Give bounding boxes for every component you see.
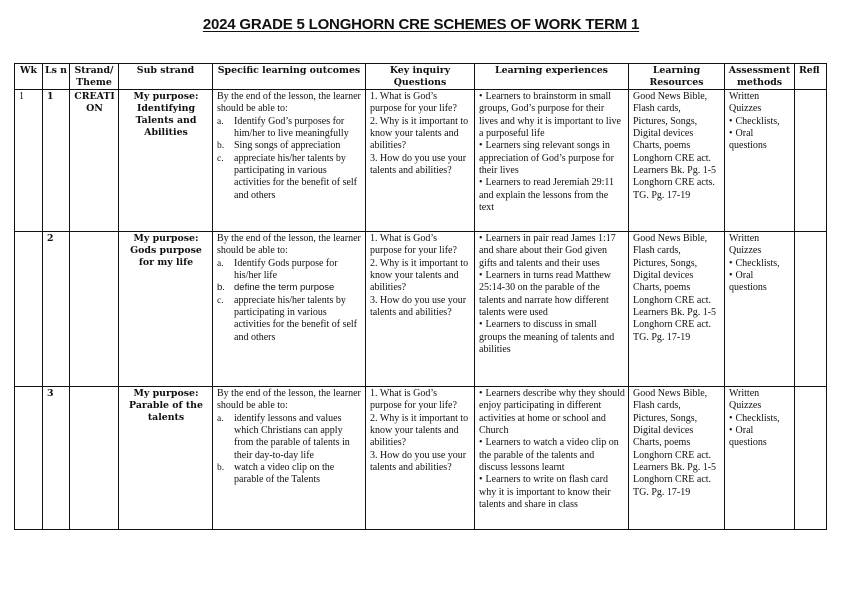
outcome-marker: b. [217, 462, 225, 473]
learning-experience: • Learners in turns read Matthew 25:14-30 on the parable of the talents and narrate how different talents were used [479, 270, 625, 319]
learning-resource: Good News Bible, [633, 388, 708, 400]
learning-resource: Good News Bible, [633, 233, 708, 245]
outcome-item [217, 152, 362, 202]
inquiry-question: 1. What is God’s purpose for your life? [370, 91, 457, 115]
learning-experience: • Learners to read Jeremiah 29:11 and explain the lessons from the text [479, 177, 625, 214]
assessment-intro: Written Quizzes [729, 388, 762, 412]
resources-cell [629, 387, 725, 530]
questions-list [370, 91, 471, 177]
learning-resource: Longhorn CRE acts. TG. Pg. 17-19 [633, 177, 715, 201]
resources-cell [629, 232, 725, 387]
header-questions: Key inquiry Questions [366, 64, 475, 90]
resources-list [633, 233, 721, 344]
assessment-intro: Written Quizzes [729, 91, 762, 115]
learning-resource: Flash cards, [633, 103, 681, 115]
outcome-text: define the term purpose [234, 282, 335, 294]
learning-experience: • Learners to watch a video clip on the parable of the talents and discuss lessons learnt [479, 437, 625, 474]
inquiry-question: 2. Why is it important to know your talents and abilities? [370, 412, 469, 449]
outcomes-list [217, 116, 362, 202]
learning-resource: Charts, poems [633, 437, 691, 449]
outcome-text: Identify Gods purpose for his/her life [234, 257, 338, 282]
resources-cell [629, 90, 725, 232]
outcome-item [217, 115, 362, 141]
assessment-list [729, 413, 791, 450]
lesson-cell: 1 [43, 90, 70, 232]
assessment-method: • Oral questions [729, 270, 791, 295]
header-reflection: Refl [795, 64, 827, 90]
experiences-cell [475, 90, 629, 232]
resources-list [633, 388, 721, 499]
inquiry-question: 1. What is God’s purpose for your life? [370, 388, 457, 412]
learning-resource: Longhorn CRE act. Learners Bk. Pg. 1-5 [633, 152, 717, 176]
learning-resource: Flash cards, [633, 400, 681, 412]
assessment-list [729, 116, 791, 153]
learning-experience: • Learners to brainstorm in small groups, God’s purpose for their lives and why it is important to live a purposeful life [479, 91, 625, 140]
header-strand: Strand/ Theme [70, 64, 119, 90]
outcomes-cell [213, 387, 366, 530]
learning-experience: • Learners to write on flash card why it is important to know their talents and share in class [479, 474, 625, 511]
table-header-row [15, 64, 827, 90]
outcomes-intro: By the end of the lesson, the learner should be able to: [217, 91, 361, 115]
week-cell [15, 387, 43, 530]
outcomes-intro: By the end of the lesson, the learner should be able to: [217, 388, 361, 412]
week-cell [15, 232, 43, 387]
outcome-text: identify lessons and values which Christians can apply from the parable of talents in their day-to-day life [234, 412, 350, 461]
assessment-method: • Checklists, [729, 258, 791, 270]
reflection-cell [795, 387, 827, 530]
strand-cell [70, 387, 119, 530]
lesson-cell: 2 [43, 232, 70, 387]
assessment-cell [725, 90, 795, 232]
learning-resource: Longhorn CRE act. TG. Pg. 17-19 [633, 474, 712, 498]
strand-cell [70, 232, 119, 387]
outcome-text: appreciate his/her talents by participating in various activities for the benefit of self and others [234, 152, 358, 201]
header-assessment: Assessment methods [725, 64, 795, 90]
outcomes-list [217, 258, 362, 344]
outcome-marker: a. [217, 258, 224, 269]
outcomes-cell [213, 232, 366, 387]
learning-resource: Flash cards, [633, 245, 681, 257]
experiences-list [479, 233, 625, 356]
strand-cell: CREATI ON [70, 90, 119, 232]
outcomes-cell [213, 90, 366, 232]
inquiry-question: 3. How do you use your talents and abilities? [370, 449, 467, 473]
header-experiences: Learning experiences [475, 64, 629, 90]
learning-resource: Pictures, Songs, [633, 412, 698, 424]
assessment-method: • Checklists, [729, 413, 791, 425]
questions-cell [366, 90, 475, 232]
learning-resource: Good News Bible, [633, 91, 708, 103]
resources-list [633, 91, 721, 202]
sub-strand-cell: My purpose: Identifying Talents and Abilities [119, 90, 213, 232]
outcomes-intro: By the end of the lesson, the learner should be able to: [217, 233, 361, 257]
learning-resource: Digital devices [633, 270, 694, 282]
lesson-cell: 3 [43, 387, 70, 530]
assessment-intro: Written Quizzes [729, 233, 762, 257]
inquiry-question: 1. What is God’s purpose for your life? [370, 233, 457, 257]
experiences-list [479, 91, 625, 214]
questions-cell [366, 387, 475, 530]
outcome-item [217, 140, 362, 152]
questions-list [370, 388, 471, 474]
outcome-item [217, 412, 362, 462]
assessment-method: • Oral questions [729, 425, 791, 450]
header-sub-strand: Sub strand [119, 64, 213, 90]
inquiry-question: 3. How do you use your talents and abilities? [370, 294, 467, 318]
document-title [0, 16, 842, 33]
experiences-cell [475, 387, 629, 530]
outcome-marker: a. [217, 116, 224, 127]
outcome-item [217, 257, 362, 283]
learning-resource: Pictures, Songs, [633, 257, 698, 269]
reflection-cell [795, 90, 827, 232]
assessment-list [729, 258, 791, 295]
header-week: Wk [15, 64, 43, 90]
learning-resource: Pictures, Songs, [633, 115, 698, 127]
learning-experience: • Learners to discuss in small groups the meaning of talents and abilities [479, 319, 625, 356]
reflection-cell [795, 232, 827, 387]
outcome-marker: b. [217, 282, 225, 294]
learning-resource: Digital devices [633, 425, 694, 437]
sub-strand-cell: My purpose: Parable of the talents [119, 387, 213, 530]
outcome-item [217, 282, 362, 294]
outcome-text: Sing songs of appreciation [234, 140, 341, 152]
outcome-marker: c. [217, 295, 224, 306]
header-outcomes: Specific learning outcomes [213, 64, 366, 90]
outcome-text: appreciate his/her talents by participating in various activities for the benefit of self and others [234, 294, 358, 343]
schemes-of-work-table [14, 63, 827, 530]
learning-resource: Longhorn CRE act. Learners Bk. Pg. 1-5 [633, 294, 717, 318]
experiences-cell [475, 232, 629, 387]
header-lesson: Ls n [43, 64, 70, 90]
assessment-cell [725, 232, 795, 387]
outcome-text: watch a video clip on the parable of the Talents [234, 461, 335, 486]
learning-experience: • Learners describe why they should enjoy participating in different activities at home or school and Church [479, 388, 625, 437]
outcome-item [217, 461, 362, 487]
learning-resource: Charts, poems [633, 282, 691, 294]
outcome-item [217, 294, 362, 344]
inquiry-question: 2. Why is it important to know your talents and abilities? [370, 257, 469, 294]
learning-resource: Charts, poems [633, 140, 691, 152]
outcome-marker: a. [217, 413, 224, 424]
inquiry-question: 3. How do you use your talents and abilities? [370, 152, 467, 176]
learning-experience: • Learners in pair read James 1:17 and share about their God given gifts and talents and their uses [479, 233, 625, 270]
outcome-marker: c. [217, 153, 224, 164]
learning-experience: • Learners sing relevant songs in appreciation of God’s purpose for their lives [479, 140, 625, 177]
experiences-list [479, 388, 625, 511]
table-row [15, 90, 827, 232]
week-cell: 1 [15, 90, 43, 232]
learning-resource: Longhorn CRE act. TG. Pg. 17-19 [633, 319, 712, 343]
assessment-cell [725, 387, 795, 530]
outcomes-list [217, 413, 362, 487]
questions-cell [366, 232, 475, 387]
learning-resource: Longhorn CRE act. Learners Bk. Pg. 1-5 [633, 449, 717, 473]
inquiry-question: 2. Why is it important to know your talents and abilities? [370, 115, 469, 152]
table-row [15, 232, 827, 387]
outcome-text: Identify God’s purposes for him/her to live meaningfully [234, 115, 349, 140]
table-row [15, 387, 827, 530]
questions-list [370, 233, 471, 319]
outcome-marker: b. [217, 141, 225, 152]
assessment-method: • Oral questions [729, 128, 791, 153]
document-title-text: 2024 GRADE 5 LONGHORN CRE SCHEMES OF WORK TERM 1 [202, 16, 640, 33]
learning-resource: Digital devices [633, 128, 694, 140]
assessment-method: • Checklists, [729, 116, 791, 128]
sub-strand-cell: My purpose: Gods purpose for my life [119, 232, 213, 387]
header-resources: Learning Resources [629, 64, 725, 90]
